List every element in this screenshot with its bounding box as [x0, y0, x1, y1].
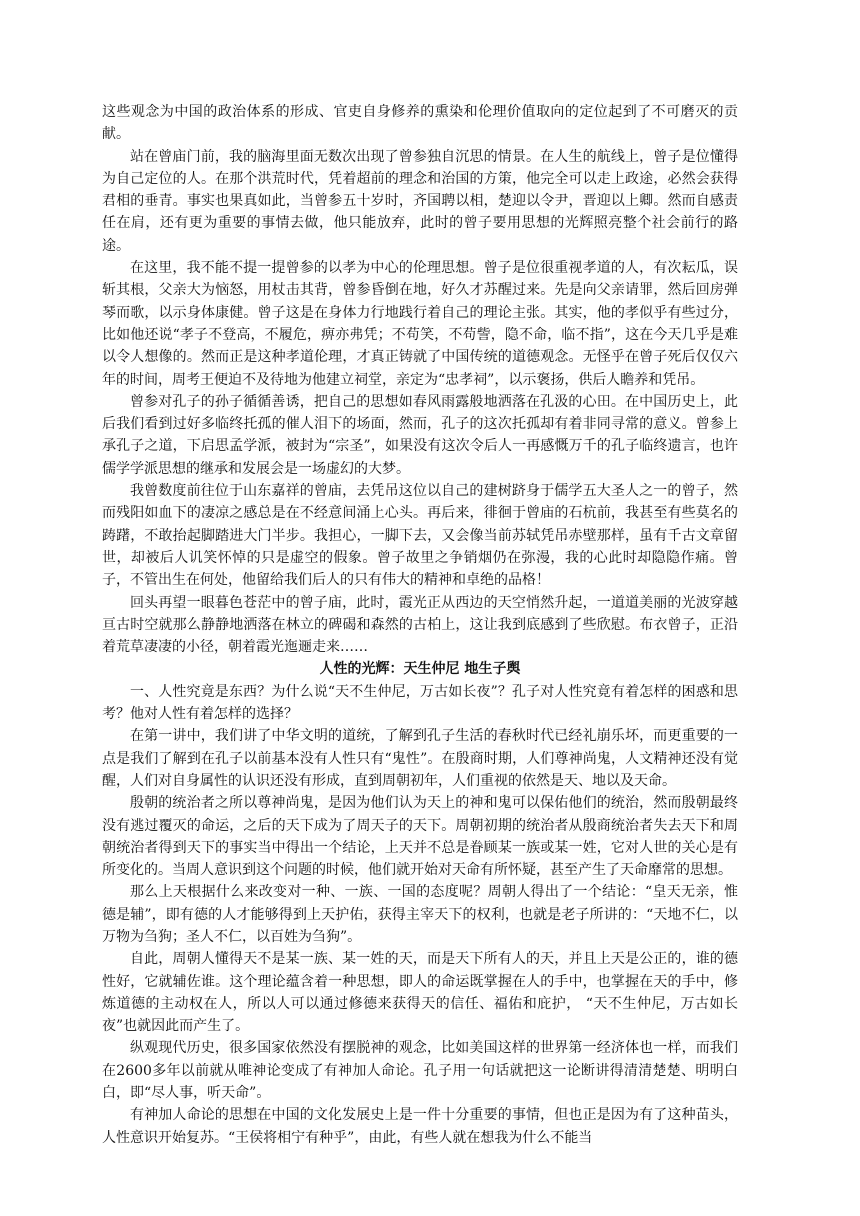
paragraph: 在第一讲中，我们讲了中华文明的道统，了解到孔子生活的春秋时代已经礼崩乐坏，而更重要的一点是我们了解到在孔子以前基本没有人性只有“鬼性”。在殷商时期，人们尊神尚鬼，人文精神还没有觉醒，人们对自身属性的认识还没有形成，直到周朝初年，人们重视的依然是天、地以及天命。: [102, 728, 738, 789]
paragraph: 纵观现代历史，很多国家依然没有摆脱神的观念，比如美国这样的世界第一经济体也一样，而我们在2600多年以前就从唯神论变成了有神加人命论。孔子用一句话就把这一论断讲得清清楚楚、明明白白，即“尽人事，听天命”。: [102, 1040, 738, 1102]
paragraph: 那么上天根据什么来改变对一种、一族、一国的态度呢？周朝人得出了一个结论：“皇天无亲，惟德是辅”，即有德的人才能够得到上天护佑，获得主宰天下的权利，也就是老子所讲的：“天地不仁，以万物为刍狗；圣人不仁，以百姓为刍狗”。: [102, 884, 738, 945]
paragraph: 回头再望一眼暮色苍茫中的曾子庙，此时，霞光正从西边的天空悄然升起，一道道美丽的光波穿越亘古时空就那么静静地洒落在林立的碑碣和森然的古柏上，这让我到底感到了些欣慰。布衣曾子，正沿着荒草凄凄的小径，朝着霞光迤逦走来……: [102, 594, 738, 656]
paragraph: 有神加人命论的思想在中国的文化发展史上是一件十分重要的事情，但也正是因为有了这种苗头，人性意识开始复苏。“王侯将相宁有种乎”，由此，有些人就在想我为什么不能当: [102, 1107, 738, 1146]
paragraph: 曾参对孔子的孙子循循善诱，把自己的思想如春风雨露般地洒落在孔汲的心田。在中国历史上，此后我们看到过好多临终托孤的催人泪下的场面，然而，孔子的这次托孤却有着非同寻常的意义。曾参上承孔子之道，下启思孟学派，被封为“宗圣”，如果没有这次令后人一再感慨万千的孔子临终遗言，也许儒学学派思想的继承和发展会是一场虚幻的大梦。: [102, 393, 738, 477]
paragraph: 我曾数度前往位于山东嘉祥的曾庙，去凭吊这位以自己的建树跻身于儒学五大圣人之一的曾子，然而残阳如血下的凄凉之感总是在不经意间涌上心头。再后来，徘徊于曾庙的石杭前，我甚至有些莫名的踌躇，不敢抬起脚踏进大门半步。我担心，一脚下去，又会像当前苏轼凭吊赤壁那样，虽有千古文章留世，却被后人讥笑怀悼的只是虚空的假象。曾子故里之争销烟仍在弥漫，我的心此时却隐隐作痛。曾子，不管出生在何处，他留给我们后人的只有伟大的精神和卓绝的品格！: [102, 483, 738, 589]
paragraph: 在这里，我不能不提一提曾参的以孝为中心的伦理思想。曾子是位很重视孝道的人，有次耘瓜，误斩其根，父亲大为恼怒，用杖击其背，曾参昏倒在地，好久才苏醒过来。先是向父亲请罪，然后回房弹琴而歌，以示身体康健。曾子这是在身体力行地践行着自己的理论主张。其实，他的孝似乎有些过分，比如他还说“孝子不登高，不履危，痹亦弗凭；不苟笑，不苟訾，隐不命，临不指”，这在今天几乎是难以令人想像的。然而正是这种孝道伦理，才真正铸就了中国传统的道德观念。无怪乎在曾子死后仅仅六年的时间，周考王便迫不及待地为他建立祠堂，亲定为“忠孝祠”，以示褒扬，供后人瞻养和凭吊。: [102, 260, 738, 388]
document-body: [102, 101, 738, 1149]
paragraph: 一、人性究竟是东西？为什么说“天不生仲尼，万古如长夜”？孔子对人性究竟有着怎样的困惑和思考？他对人性有着怎样的选择？: [102, 683, 738, 723]
paragraph: 殷朝的统治者之所以尊神尚鬼，是因为他们认为天上的神和鬼可以保佑他们的统治，然而殷朝最终没有逃过覆灭的命运，之后的天下成为了周天子的天下。周朝初期的统治者从殷商统治者失去天下和周朝统治者得到天下的事实当中得出一个结论，上天并不总是眷顾某一族或某一姓，它对人世的关心是有所变化的。当周人意识到这个问题的时候，他们就开始对天命有所怀疑，甚至产生了天命靡常的思想。: [102, 795, 738, 879]
section-heading: 人性的光辉：天生仲尼 地生子舆: [319, 661, 521, 678]
paragraph: 自此，周朝人懂得天不是某一族、某一姓的天，而是天下所有人的天，并且上天是公正的，谁的德性好，它就辅佐谁。这个理论蕴含着一种思想，即人的命运既掌握在人的手中，也掌握在天的手中，修炼道德的主动权在人，所以人可以通过修德来获得天的信任、福佑和庇护， “天不生仲尼，万古如长夜”也就因此而产生了。: [102, 951, 738, 1035]
paragraph: 站在曾庙门前，我的脑海里面无数次出现了曾参独自沉思的情景。在人生的航线上，曾子是位懂得为自己定位的人。在那个洪荒时代，凭着超前的理念和治国的方策，他完全可以走上政途，必然会获得君相的垂青。事实也果真如此，当曾参五十岁时，齐国聘以相，楚迎以令尹，晋迎以上卿。然而自感责任在肩，还有更为重要的事情去做，他只能放弃，此时的曾子要用思想的光辉照亮整个社会前行的路途。: [102, 148, 738, 254]
paragraph: 这些观念为中国的政治体系的形成、官吏自身修养的熏染和伦理价值取向的定位起到了不可磨灭的贡献。: [102, 104, 738, 143]
